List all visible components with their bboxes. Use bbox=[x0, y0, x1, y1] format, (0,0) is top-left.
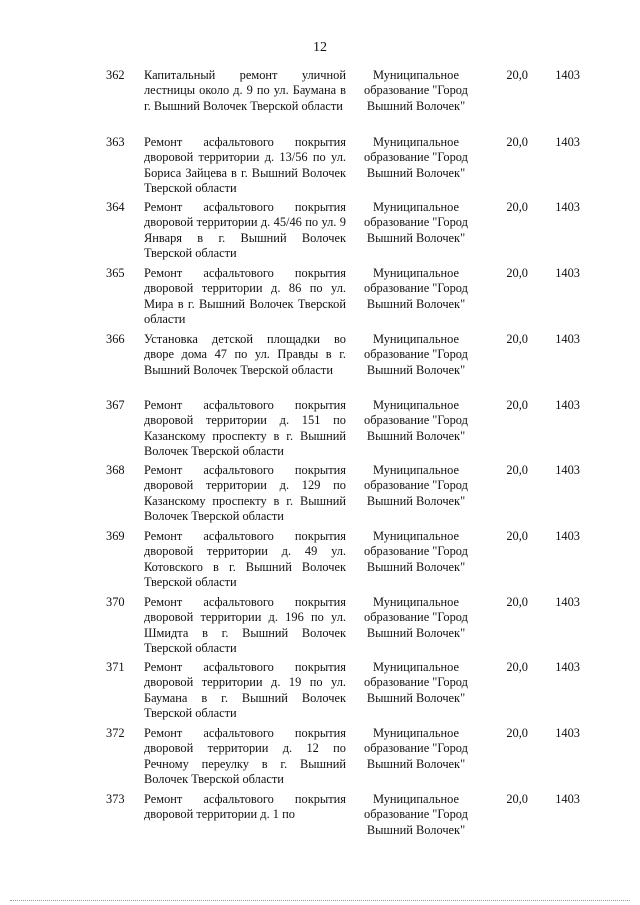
row-owner: Муниципальное образование "Город Вышний Волочек" bbox=[364, 332, 468, 377]
row-description: Ремонт асфальтового покрытия дворовой территории д. 13/56 по ул. Бориса Зайцева в г. Вышний Волочек Тверской области bbox=[144, 135, 346, 196]
row-owner: Муниципальное образование "Город Вышний Волочек" bbox=[364, 463, 468, 508]
row-number: 362 bbox=[106, 68, 125, 82]
row-amount: 20,0 bbox=[506, 135, 528, 149]
row-description: Ремонт асфальтового покрытия дворовой территории д. 49 ул. Котовского в г. Вышний Волочек Тверской области bbox=[144, 529, 346, 590]
row-amount: 20,0 bbox=[506, 660, 528, 674]
row-amount: 20,0 bbox=[506, 595, 528, 609]
row-code: 1403 bbox=[555, 68, 580, 82]
row-description: Ремонт асфальтового покрытия дворовой территории д. 129 по Казанскому проспекту в г. Вышний Волочек Тверской области bbox=[144, 463, 346, 524]
row-owner: Муниципальное образование "Город Вышний Волочек" bbox=[364, 200, 468, 245]
row-owner: Муниципальное образование "Город Вышний Волочек" bbox=[364, 68, 468, 113]
row-code: 1403 bbox=[555, 332, 580, 346]
row-description: Установка детской площадки во дворе дома 47 по ул. Правды в г. Вышний Волочек Тверской области bbox=[144, 332, 346, 377]
row-description: Ремонт асфальтового покрытия дворовой территории д. 86 по ул. Мира в г. Вышний Волочек Тверской области bbox=[144, 266, 346, 327]
row-amount: 20,0 bbox=[506, 726, 528, 740]
row-code: 1403 bbox=[555, 792, 580, 806]
row-amount: 20,0 bbox=[506, 200, 528, 214]
row-description: Капитальный ремонт уличной лестницы около д. 9 по ул. Баумана в г. Вышний Волочек Тверской области bbox=[144, 68, 346, 113]
row-code: 1403 bbox=[555, 726, 580, 740]
row-owner: Муниципальное образование "Город Вышний Волочек" bbox=[364, 660, 468, 705]
row-number: 368 bbox=[106, 463, 125, 477]
page-edge-divider bbox=[10, 900, 630, 901]
row-owner: Муниципальное образование "Город Вышний Волочек" bbox=[364, 135, 468, 180]
row-amount: 20,0 bbox=[506, 529, 528, 543]
row-number: 364 bbox=[106, 200, 125, 214]
page-number: 12 bbox=[313, 40, 327, 55]
row-code: 1403 bbox=[555, 463, 580, 477]
row-amount: 20,0 bbox=[506, 792, 528, 806]
row-number: 365 bbox=[106, 266, 125, 280]
row-description: Ремонт асфальтового покрытия дворовой территории д. 19 по ул. Баумана в г. Вышний Волочек Тверской области bbox=[144, 660, 346, 721]
row-owner: Муниципальное образование "Город Вышний Волочек" bbox=[364, 792, 468, 837]
row-number: 371 bbox=[106, 660, 125, 674]
row-number: 372 bbox=[106, 726, 125, 740]
row-code: 1403 bbox=[555, 660, 580, 674]
row-description: Ремонт асфальтового покрытия дворовой территории д. 12 по Речному переулку в г. Вышний Волочек Тверской области bbox=[144, 726, 346, 787]
row-owner: Муниципальное образование "Город Вышний Волочек" bbox=[364, 398, 468, 443]
row-amount: 20,0 bbox=[506, 463, 528, 477]
row-number: 367 bbox=[106, 398, 125, 412]
row-code: 1403 bbox=[555, 398, 580, 412]
row-amount: 20,0 bbox=[506, 68, 528, 82]
row-description: Ремонт асфальтового покрытия дворовой территории д. 196 по ул. Шмидта в г. Вышний Волочек Тверской области bbox=[144, 595, 346, 656]
row-number: 366 bbox=[106, 332, 125, 346]
row-code: 1403 bbox=[555, 529, 580, 543]
row-code: 1403 bbox=[555, 135, 580, 149]
row-number: 363 bbox=[106, 135, 125, 149]
row-owner: Муниципальное образование "Город Вышний Волочек" bbox=[364, 266, 468, 311]
row-number: 370 bbox=[106, 595, 125, 609]
row-amount: 20,0 bbox=[506, 398, 528, 412]
row-description: Ремонт асфальтового покрытия дворовой территории д. 1 по bbox=[144, 792, 346, 822]
row-description: Ремонт асфальтового покрытия дворовой территории д. 151 по Казанскому проспекту в г. Вышний Волочек Тверской области bbox=[144, 398, 346, 459]
row-code: 1403 bbox=[555, 266, 580, 280]
row-code: 1403 bbox=[555, 200, 580, 214]
row-amount: 20,0 bbox=[506, 332, 528, 346]
row-owner: Муниципальное образование "Город Вышний Волочек" bbox=[364, 529, 468, 574]
row-number: 369 bbox=[106, 529, 125, 543]
row-code: 1403 bbox=[555, 595, 580, 609]
row-amount: 20,0 bbox=[506, 266, 528, 280]
row-number: 373 bbox=[106, 792, 125, 806]
row-owner: Муниципальное образование "Город Вышний Волочек" bbox=[364, 595, 468, 640]
row-description: Ремонт асфальтового покрытия дворовой территории д. 45/46 по ул. 9 Января в г. Вышний Волочек Тверской области bbox=[144, 200, 346, 261]
row-owner: Муниципальное образование "Город Вышний Волочек" bbox=[364, 726, 468, 771]
